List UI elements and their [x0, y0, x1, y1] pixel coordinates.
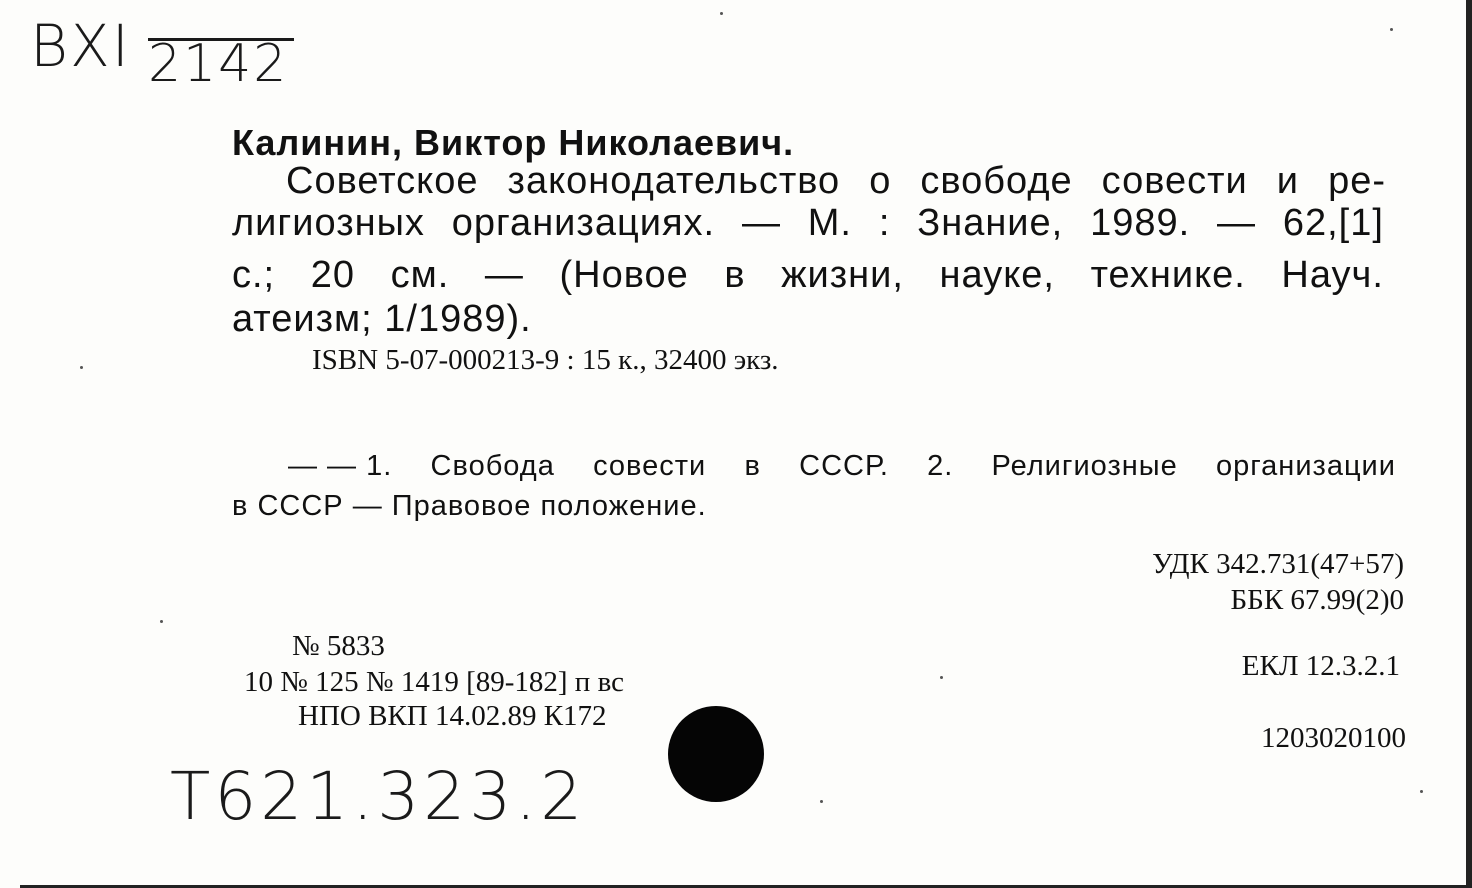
word: — — 1. [288, 450, 393, 482]
punch-hole [668, 706, 764, 802]
subject-tracing-line-1 [288, 450, 1396, 483]
bbk-code: ББК 67.99(2)0 [1230, 584, 1404, 616]
word: Религиозные [991, 450, 1178, 482]
title-line-3 [232, 254, 1384, 297]
printer-info: НПО ВКП 14.02.89 К172 [298, 700, 607, 732]
word: Советское [286, 160, 479, 202]
speck [1390, 28, 1393, 31]
subject-tracing-line-2: в СССР — Правовое положение. [232, 490, 707, 522]
word: — [1217, 202, 1257, 244]
handwritten-shelf-code: BXI [30, 12, 131, 80]
handwritten-classification: T621.323.2 [170, 758, 587, 835]
word: 20 [310, 254, 355, 296]
word: см. [390, 254, 450, 296]
ekl-code: ЕКЛ 12.3.2.1 [1241, 650, 1400, 682]
word: 1989. [1090, 202, 1191, 244]
word: в [744, 450, 761, 482]
speck [720, 12, 723, 15]
word: : [878, 202, 891, 244]
isbn-price-copies: ISBN 5-07-000213-9 : 15 к., 32400 экз. [312, 344, 779, 376]
print-info: 10 № 125 № 1419 [89-182] п вс [244, 666, 624, 698]
word: — [741, 202, 781, 244]
speck [80, 366, 83, 369]
word: совести [593, 450, 707, 482]
word: 62,[1] [1282, 202, 1384, 244]
word: СССР. [799, 450, 889, 482]
speck [160, 620, 163, 623]
word: и [1276, 160, 1300, 202]
word: в [724, 254, 746, 296]
word: совести [1101, 160, 1248, 202]
handwritten-shelf-number: 2142 [148, 34, 289, 94]
word: Знание, [917, 202, 1064, 244]
word: с.; [232, 254, 276, 296]
word: Науч. [1281, 254, 1384, 296]
author-heading: Калинин, Виктор Николаевич. [232, 122, 795, 163]
word: жизни, [781, 254, 904, 296]
word: лигиозных [232, 202, 425, 244]
speck [1420, 790, 1423, 793]
record-number: № 5833 [292, 630, 385, 662]
speck [820, 800, 823, 803]
title-line-4: атеизм; 1/1989). [232, 298, 532, 340]
word: — [484, 254, 524, 296]
word: Свобода [430, 450, 555, 482]
word: (Новое [559, 254, 689, 296]
word: свободе [920, 160, 1073, 202]
word: М. [807, 202, 852, 244]
word: науке, [939, 254, 1055, 296]
card-edge-right [1466, 0, 1472, 888]
word: организации [1215, 450, 1396, 482]
word: законодательство [507, 160, 841, 202]
word: о [869, 160, 892, 202]
catalog-number: 1203020100 [1261, 722, 1406, 754]
word: ре- [1328, 160, 1386, 202]
title-line-1 [286, 160, 1386, 203]
word: организациях. [451, 202, 716, 244]
udk-code: УДК 342.731(47+57) [1152, 548, 1404, 580]
speck [940, 676, 943, 679]
word: 2. [927, 450, 954, 482]
word: технике. [1090, 254, 1246, 296]
title-line-2 [232, 202, 1384, 245]
